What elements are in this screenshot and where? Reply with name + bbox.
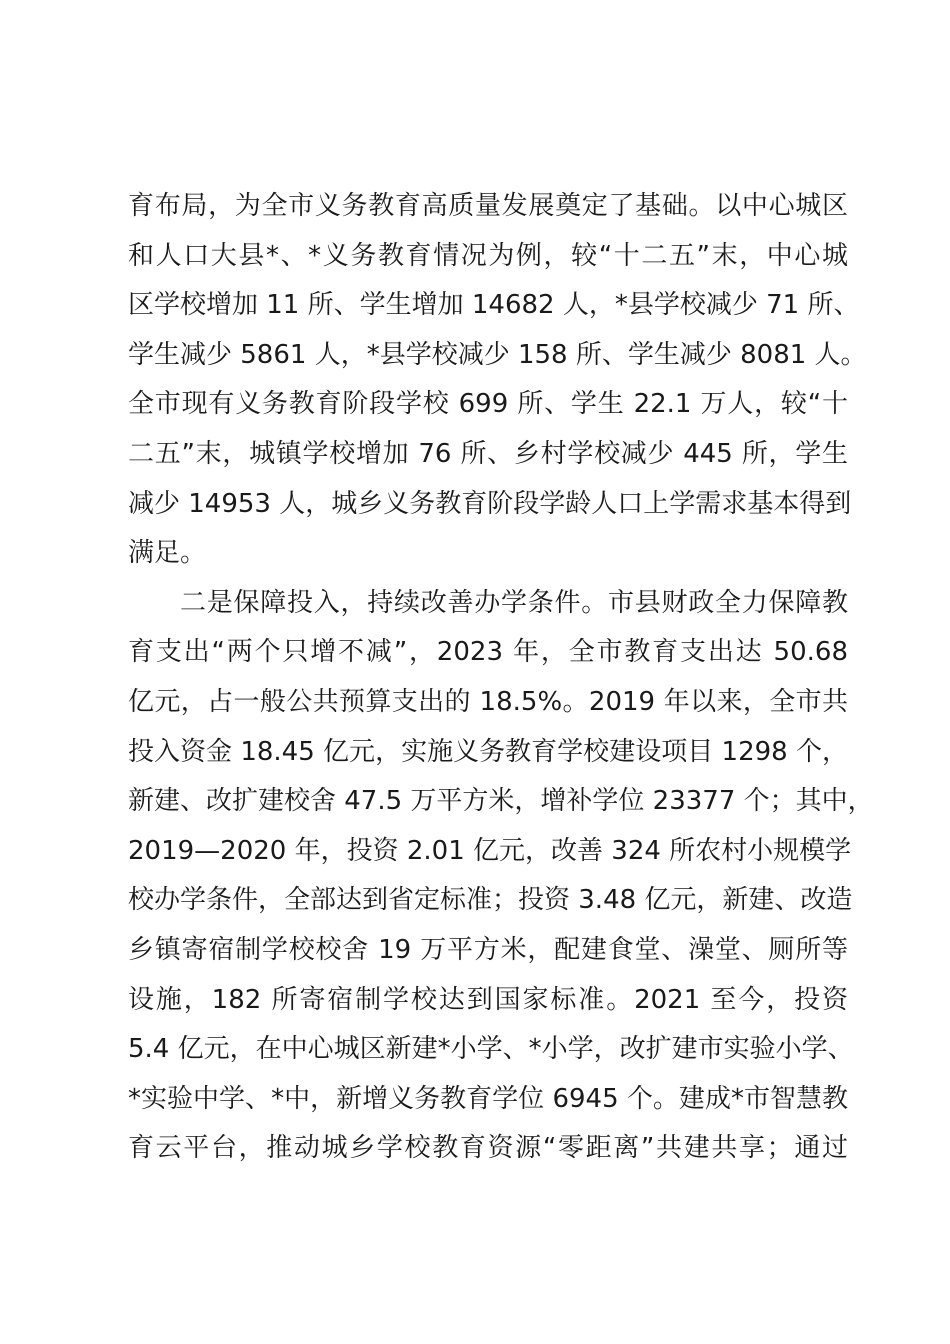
text-line: 校办学条件，全部达到省定标准；投资 3.48 亿元，新建、改造: [128, 885, 853, 916]
text-line: *实验中学、*中，新增义务教育学位 6945 个。建成*市智慧教: [128, 1083, 848, 1114]
text-line: 亿元，占一般公共预算支出的 18.5%。2019 年以来，全市共: [128, 686, 848, 717]
text-line: 全市现有义务教育阶段学校 699 所、学生 22.1 万人，较“十: [128, 389, 848, 420]
text-line: 投入资金 18.45 亿元，实施义务教育学校建设项目 1298 个，: [128, 736, 848, 767]
text-line: 设施，182 所寄宿制学校达到国家标准。2021 至今，投资: [128, 984, 848, 1015]
text-line: 乡镇寄宿制学校校舍 19 万平方米，配建食堂、澡堂、厕所等: [128, 934, 848, 965]
text-line: 2019—2020 年，投资 2.01 亿元，改善 324 所农村小规模学: [128, 835, 852, 866]
text-line: 和人口大县*、*义务教育情况为例，较“十二五”末，中心城: [128, 240, 848, 271]
text-line: 新建、改扩建校舍 47.5 万平方米，增补学位 23377 个；其中，: [128, 786, 874, 817]
text-line: 减少 14953 人，城乡义务教育阶段学龄人口上学需求基本得到: [128, 488, 852, 519]
text-line: 5.4 亿元，在中心城区新建*小学、*小学，改扩建市实验小学、: [128, 1034, 854, 1065]
text-line: 育布局，为全市义务教育高质量发展奠定了基础。以中心城区: [128, 191, 848, 221]
body-text: [128, 182, 874, 1174]
text-line: 育云平台，推动城乡学校教育资源“零距离”共建共享；通过: [128, 1133, 848, 1164]
text-line: 满足。: [128, 538, 207, 569]
text-line: 学生减少 5861 人，*县学校减少 158 所、学生减少 8081 人。: [128, 339, 867, 370]
paragraph-first-line: 二是保障投入，持续改善办学条件。市县财政全力保障教: [180, 587, 848, 618]
text-line: 二五”末，城镇学校增加 76 所、乡村学校减少 445 所，学生: [128, 438, 848, 469]
text-line: 育支出“两个只增不减”，2023 年，全市教育支出达 50.68: [128, 637, 848, 668]
text-line: 区学校增加 11 所、学生增加 14682 人，*县学校减少 71 所、: [128, 290, 860, 321]
